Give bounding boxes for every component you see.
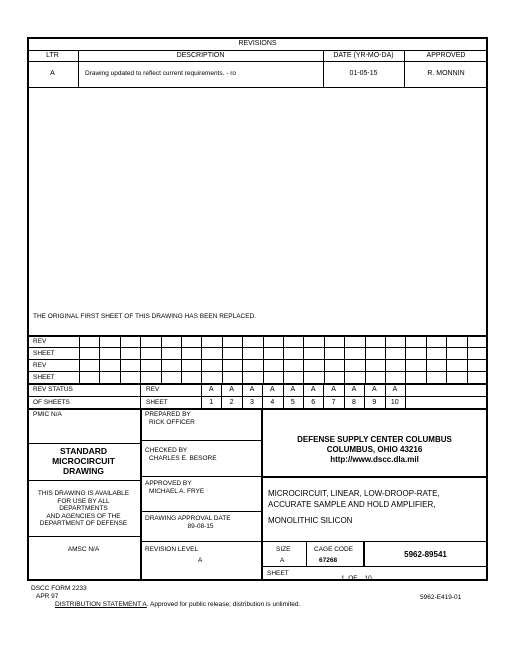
sheet-number: 3 xyxy=(250,399,254,406)
grid-divider xyxy=(201,335,202,383)
sheet-number: 4 xyxy=(270,399,275,406)
document-code: 5962-E419-01 xyxy=(420,594,462,601)
rev-status-value: A xyxy=(372,386,377,393)
sheet-number: 9 xyxy=(372,399,377,406)
cage-code: 67268 xyxy=(319,557,338,564)
header-description: DESCRIPTION xyxy=(176,52,225,59)
form-date: APR 97 xyxy=(36,593,59,600)
grid-label-rev: REV xyxy=(33,362,47,369)
grid-divider xyxy=(446,335,447,383)
grid-divider xyxy=(365,335,366,383)
of-sheets-label: OF SHEETS xyxy=(33,399,70,406)
grid-divider xyxy=(263,335,264,383)
prepared-by: RICK OFFICER xyxy=(149,419,195,426)
divider xyxy=(27,480,140,481)
approval-date: 89-08-15 xyxy=(187,523,214,530)
revision-ltr: A xyxy=(50,70,55,77)
approved-by: MICHAEL A. FRYE xyxy=(149,488,205,495)
grid-divider xyxy=(344,335,345,383)
rev-label: REV xyxy=(146,386,160,393)
availability-line: DEPARTMENT OF DEFENSE xyxy=(39,520,128,527)
rev-status-label: REV STATUS xyxy=(33,386,73,393)
standard-drawing-title xyxy=(27,446,140,476)
replaced-note: THE ORIGINAL FIRST SHEET OF THIS DRAWING HAS BEEN REPLACED. xyxy=(33,313,257,320)
availability-line: DEPARTMENTS xyxy=(59,505,108,512)
size: A xyxy=(280,557,285,564)
divider xyxy=(261,566,488,567)
sheet-label: SHEET xyxy=(146,399,168,406)
standard-drawing-line: MICROCIRCUIT xyxy=(52,456,115,466)
divider xyxy=(140,440,261,441)
divider xyxy=(27,50,488,51)
divider xyxy=(140,476,261,477)
divider xyxy=(261,408,263,581)
divider xyxy=(27,335,488,337)
divider xyxy=(27,396,488,397)
checked-by: CHARLES E. BESORE xyxy=(149,455,217,462)
distribution-label: DISTRIBUTION STATEMENT A xyxy=(55,601,147,608)
title-line: MICROCIRCUIT, LINEAR, LOW-DROOP-RATE, xyxy=(268,489,440,498)
revision-description: Drawing updated to reflect current requirements. - ro xyxy=(85,70,237,77)
standard-drawing-line: STANDARD xyxy=(59,446,108,456)
divider xyxy=(27,347,488,348)
grid-divider xyxy=(385,335,386,383)
title-line: MONOLITHIC SILICON xyxy=(268,516,353,525)
header-ltr: LTR xyxy=(46,52,59,59)
rev-status-value: A xyxy=(331,386,336,393)
divider xyxy=(261,541,488,542)
grid-divider xyxy=(120,335,121,383)
divider xyxy=(27,408,488,410)
grid-label-sheet: SHEET xyxy=(33,350,55,357)
distribution-statement xyxy=(55,601,300,609)
divider xyxy=(27,61,488,62)
availability-line: THIS DRAWING IS AVAILABLE xyxy=(37,490,130,497)
revisions-title: REVISIONS xyxy=(238,40,277,47)
agency-line: COLUMBUS, OHIO 43216 xyxy=(326,445,423,454)
drawing-title xyxy=(268,488,440,526)
divider xyxy=(27,536,140,537)
grid-label-sheet: SHEET xyxy=(33,374,55,381)
grid-divider xyxy=(487,335,488,383)
header-date: DATE (YR-MO-DA) xyxy=(333,52,394,59)
rev-status-value: A xyxy=(290,386,296,393)
revision-approved: R. MONNIN xyxy=(427,70,465,77)
amsc: AMSC N/A xyxy=(67,546,100,553)
agency-line: DEFENSE SUPPLY CENTER COLUMBUS xyxy=(297,435,452,444)
grid-divider xyxy=(303,335,304,383)
sheet-label: SHEET xyxy=(267,570,289,577)
availability-line: AND AGENCIES OF THE xyxy=(46,512,121,520)
sheet-number: 1 xyxy=(209,399,214,406)
sheet-number: 2 xyxy=(229,399,234,406)
rev-status-value: A xyxy=(392,386,398,393)
divider xyxy=(27,383,488,385)
prepared-by-label: PREPARED BY xyxy=(145,411,191,418)
availability-note xyxy=(27,490,140,528)
standard-drawing-line: DRAWING xyxy=(62,466,105,476)
divider xyxy=(140,511,261,512)
title-line: ACCURATE SAMPLE AND HOLD AMPLIFIER, xyxy=(268,500,436,509)
pmic: PMIC N/A xyxy=(33,411,62,418)
cage-code-label: CAGE CODE xyxy=(314,546,354,553)
grid-divider xyxy=(79,335,80,383)
form-number: DSCC FORM 2233 xyxy=(31,585,87,592)
divider xyxy=(27,359,488,360)
size-label: SIZE xyxy=(276,546,291,553)
rev-status-value: A xyxy=(310,386,316,393)
grid-divider xyxy=(405,335,406,383)
header-approved: APPROVED xyxy=(426,52,466,59)
divider xyxy=(27,443,140,444)
divider xyxy=(140,408,142,581)
revision-date: 01-05-15 xyxy=(349,70,378,77)
sheet-number: 6 xyxy=(311,399,316,406)
grid-divider xyxy=(426,335,427,383)
grid-divider xyxy=(99,335,100,383)
rev-status-value: A xyxy=(208,386,214,393)
divider xyxy=(306,541,307,566)
agency-line: http://www.dscc.dla.mil xyxy=(330,455,419,464)
grid-label-rev: REV xyxy=(33,338,47,345)
rev-status-value: A xyxy=(351,386,357,393)
rev-status-value: A xyxy=(229,386,234,393)
grid-divider xyxy=(405,383,406,408)
drawing-number: 5962-89541 xyxy=(404,550,447,559)
sheet-value: 1 OF 10 xyxy=(341,575,372,582)
divider xyxy=(140,541,261,542)
grid-divider xyxy=(140,383,141,408)
sheet-number: 8 xyxy=(352,399,356,406)
approval-date-label: DRAWING APPROVAL DATE xyxy=(145,515,231,522)
grid-divider xyxy=(242,335,243,383)
grid-divider xyxy=(161,335,162,383)
sheet-number: 10 xyxy=(390,399,399,406)
grid-divider xyxy=(140,335,141,383)
approved-by-label: APPROVED BY xyxy=(145,480,192,487)
revision-level: A xyxy=(198,557,203,564)
checked-by-label: CHECKED BY xyxy=(145,447,188,454)
divider xyxy=(27,87,488,88)
grid-divider xyxy=(467,335,468,383)
grid-divider xyxy=(222,335,223,383)
availability-line: FOR USE BY ALL xyxy=(57,497,110,505)
distribution-text: . Approved for public release; distribution is unlimited. xyxy=(146,601,301,608)
grid-divider xyxy=(181,335,182,383)
divider xyxy=(27,371,488,372)
agency-block xyxy=(261,435,488,465)
rev-status-value: A xyxy=(249,386,255,393)
sheet-number: 5 xyxy=(290,399,295,406)
revision-level-label: REVISION LEVEL xyxy=(145,546,199,553)
sheet-number: 7 xyxy=(331,399,336,406)
grid-divider xyxy=(324,335,325,383)
divider xyxy=(261,476,488,478)
rev-status-value: A xyxy=(270,386,275,393)
grid-divider xyxy=(283,335,284,383)
